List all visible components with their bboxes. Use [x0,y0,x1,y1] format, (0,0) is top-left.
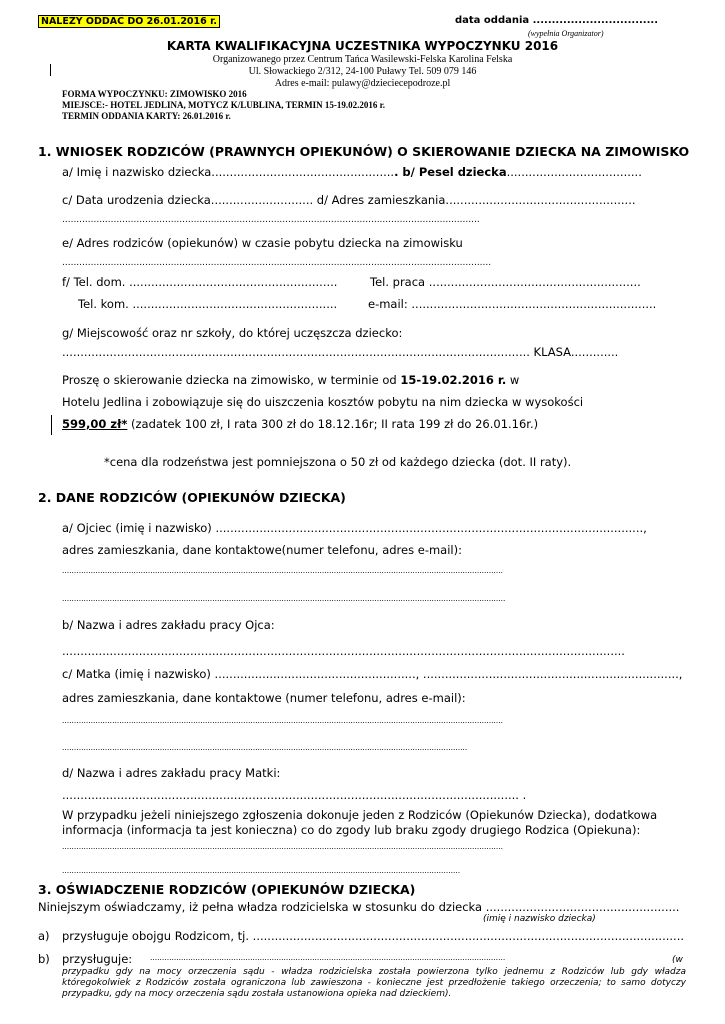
request-text: Proszę o skierowanie dziecka na zimowisko, w terminie od [62,373,401,387]
child-name-label: a/ Imię i nazwisko dziecka.................................................. [62,165,395,179]
card-deadline-line: TERMIN ODDANIA KARTY: 26.01.2016 r. [62,111,231,121]
home-phone-field[interactable]: f/ Tel. dom. ......................................................... [62,275,338,289]
work-phone-field[interactable]: Tel. praca .......................................................... [370,275,641,289]
father-name-field[interactable]: a/ Ojciec (imię i nazwisko) ....................................................................................................................., [62,521,647,535]
pesel-prefix: . b/ [394,165,419,179]
address-continuation[interactable]: .................................................................................................................................................. [62,215,480,225]
school-label: g/ Miejscowość oraz nr szkoły, do której uczęszcza dziecko: [62,326,403,340]
request-tail: w [506,373,520,387]
section1-heading: 1. WNIOSEK RODZICÓW (PRAWNYCH OPIEKUNÓW) O SKIEROWANIE DZIECKA NA ZIMOWISKO [38,144,690,159]
consent-info-line-1[interactable]: ......................................................................................................................................................................................... [62,842,504,851]
filled-by-note: (wypełnia Organizator) [528,29,604,38]
form-type-line: FORMA WYPOCZYNKU: ZIMOWISKO 2016 [62,89,247,99]
pesel-dots: ..................................... [506,165,642,179]
birthdate-address-field[interactable]: c/ Data urodzenia dziecka............................ d/ Adres zamieszkania.................................................... [62,193,636,207]
father-address-line-1[interactable]: ......................................................................................................................................................................................... [62,566,504,575]
section2-heading: 2. DANE RODZICÓW (OPIEKUNÓW DZIECKA) [38,490,346,505]
option-b-marker: b) [38,952,50,966]
option-b-label: przysługuje: [62,952,133,966]
declaration-line[interactable]: Niniejszym oświadczamy, iż pełna władza rodzicielska w stosunku do dziecka ..................................................... [38,900,680,914]
request-line-2: Hotelu Jedlina i zobowiązuje się do uiszczenia kosztów pobytu na nim dziecka w wysokości [62,395,584,409]
school-class-field[interactable]: ................................................................................................................................ KLASA............. [62,345,619,359]
organizer-email: Adres e-mail: pulawy@dzieciecepodroze.pl [274,78,451,89]
option-a-field[interactable]: przysługuje obojgu Rodzicom, tj. ...................................................................................................................... [62,929,685,943]
pesel-label: Pesel dziecka [418,165,507,179]
margin-mark [51,415,52,435]
mother-address-line-2[interactable]: .......................................................................................................................................................................... [62,743,468,752]
return-date-field[interactable]: data oddania ................................. [455,15,658,26]
margin-mark [50,64,51,76]
organizer-address: Ul. Słowackiego 2/312, 24-100 Puławy Tel. 509 079 146 [248,66,477,77]
mother-name-field[interactable]: c/ Matka (imię i nazwisko) ......................................................., ......................................................................, [62,667,683,681]
organizer-line: Organizowanego przez Centrum Tańca Wasilewski-Felska Karolina Felska [212,54,513,65]
deadline-badge: NALEŻY ODDAĆ DO 26.01.2016 r. [38,15,220,28]
option-b-note: przypadku gdy na mocy orzeczenia sądu - władza rodzicielska została powierzona tylko jednemu z Rodziców lub gdy władza któregokolwiek z Rodziców została ograniczona lub zawieszona - konieczne jest przedłożenie takiego orzeczenia; to samo dotyczy przypadku, gdy na mocy orzeczenia sądu została ustanowiona opieka nad dzieckiem). [62,967,686,999]
mother-work-label: d/ Nazwa i adres zakładu pracy Matki: [62,766,281,780]
option-b-note-start: (w [672,955,683,965]
mother-address-label: adres zamieszkania, dane kontaktowe (numer telefonu, adres e-mail): [62,691,466,705]
parents-address-label: e/ Adres rodziców (opiekunów) w czasie pobytu dziecka na zimowisku [62,236,463,250]
mobile-phone-field[interactable]: Tel. kom. ........................................................ [78,297,338,311]
price-value: 599,00 zł* [62,417,128,431]
email-field[interactable]: e-mail: ................................................................... [368,297,657,311]
sibling-discount-note: *cena dla rodzeństwa jest pomniejszona o 50 zł od każdego dziecka (dot. II raty). [104,455,572,469]
option-a-marker: a) [38,929,50,943]
price-line [62,417,538,431]
consent-info-paragraph: W przypadku jeżeli niniejszego zgłoszenia dokonuje jeden z Rodziców (Opiekunów Dziecka), dodatkowa informacja (informacja ta jest konieczna) co do zgody lub braku zgody drugiego Rodzica (Opiekuna): [62,808,658,837]
place-line: MIEJSCE:- HOTEL JEDLINA, MOTYCZ K/LUBLINA, TERMIN 15-19.02.2016 r. [62,100,386,110]
page-title: KARTA KWALIFIKACYJNA UCZESTNIKA WYPOCZYNKU 2016 [166,39,559,53]
child-name-field[interactable] [62,165,642,179]
option-b-field[interactable]: ..................................................................................................................................................... [150,953,506,962]
father-work-field[interactable]: .......................................................................................................................................................... [62,644,625,658]
request-line-1 [62,373,519,387]
section3-heading: 3. OŚWIADCZENIE RODZICÓW (OPIEKUNÓW DZIECKA) [38,882,416,897]
request-term: 15-19.02.2016 r. [400,373,507,387]
price-note: (zadatek 100 zł, I rata 300 zł do 18.12.16r; II rata 199 zł do 26.01.16r.) [127,417,539,431]
consent-info-line-2[interactable]: ....................................................................................................................................................................... [62,866,461,875]
parents-address-field[interactable]: ...................................................................................................................................................... [62,258,492,268]
child-name-hint: (imię i nazwisko dziecka) [483,914,596,924]
mother-work-field[interactable]: ............................................................................................................................. . [62,788,527,802]
father-address-label: adres zamieszkania, dane kontaktowe(numer telefonu, adres e-mail): [62,543,462,557]
mother-address-line-1[interactable]: ......................................................................................................................................................................................... [62,716,504,725]
father-work-label: b/ Nazwa i adres zakładu pracy Ojca: [62,618,275,632]
father-address-line-2[interactable]: .......................................................................................................................................................................................... [62,594,506,603]
